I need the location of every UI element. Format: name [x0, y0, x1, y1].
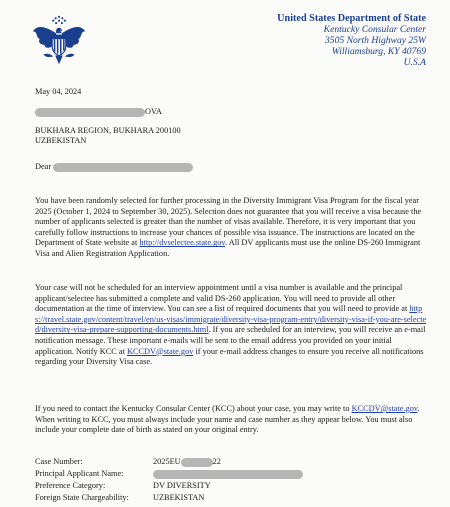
paragraph-1-text-end: . All DV applicants must use the online DS-260 Immigrant Visa and Alien Registration Application. [35, 238, 421, 258]
kcc-email-link[interactable]: KCCDV@state.gov [126, 346, 194, 356]
case-number-prefix: 2025EU [153, 457, 181, 466]
salutation [35, 162, 430, 173]
detail-label: Foreign State Chargeability: [35, 493, 129, 502]
preference-category-value: DV DIVERSITY [153, 481, 211, 490]
recipient-address [35, 107, 430, 147]
recipient-name-suffix: OVA [145, 107, 162, 116]
detail-label: Case Number: [35, 457, 83, 466]
paragraph-2-text-middle: . If you are scheduled for an interview, you will receive an e-mail notification message. These important e-mails will be sent to the email address you provided on your initial application. Notify KCC at [35, 325, 426, 356]
recipient-name-line [35, 107, 430, 118]
applicant-name-value [153, 468, 303, 480]
redacted-applicant-name [153, 470, 303, 479]
redacted-salutation-name [53, 163, 193, 172]
supporting-documents-link[interactable]: https://travel.state.gov/content/travel/en/us-visas/immigrate/diversity-visa-program-entry/diversity-visa-if-you-are-selected/diversity-visa-prepare-supporting-documents.html [35, 304, 427, 335]
paragraph-1-text: You have been randomly selected for further processing in the Diversity Immigrant Visa Program for the fiscal year 2025 (October 1, 2024 to September 30, 2025). Selection does not guarantee that you will receive a visa because the number of applicants selected is greater than the number of visas available. Therefore, it is very important that you carefully follow instructions to increase your chances of possible visa issuance. The instructions are located on the Department of State website at [35, 196, 422, 248]
paragraph-contact [35, 404, 430, 436]
country-address: U.S.A [403, 57, 426, 68]
chargeability-value: UZBEKISTAN [153, 493, 205, 502]
kcc-contact-email-link[interactable]: KCCDV@state.gov [351, 404, 418, 413]
dvselectee-link[interactable]: http://dvselectee.state.gov [139, 238, 226, 248]
paragraph-3-text-end: . When writing to KCC, you must always include your name and case number as they appear below. You must also include your complete date of birth as stated on your original entry. [35, 404, 420, 435]
paragraph-2-text: Your case will not be scheduled for an interview appointment until a visa number is available and the principal applicant/selectee has submitted a complete and valid DS-260 application. You will need to provide all other documentation at the time of interview. You can see a list of required documents that you will need to provide at [35, 283, 408, 314]
city-address: Williamsburg, KY 40769 [331, 46, 426, 57]
street-address: 3505 North Highway 25W [324, 35, 426, 46]
letter-date: May 04, 2024 [35, 87, 82, 96]
letterhead [196, 13, 426, 68]
paragraph-selection [35, 196, 430, 260]
center-name: Kentucky Consular Center [323, 24, 426, 35]
redacted-name [35, 108, 145, 117]
great-seal-emblem [30, 12, 88, 70]
paragraph-2-text-end: if your e-mail address changes to ensure you receive all notifications regarding your Diversity Visa case. [35, 346, 424, 367]
paragraph-interview [35, 283, 430, 368]
department-name: United States Department of State [277, 13, 426, 24]
paragraph-3-text: If you need to contact the Kentucky Consular Center (KCC) about your case, you may write to [35, 404, 350, 413]
detail-label: Principal Applicant Name: [35, 469, 124, 478]
recipient-country: UZBEKISTAN [35, 136, 87, 146]
case-number-suffix: 22 [212, 457, 221, 466]
detail-label: Preference Category: [35, 481, 106, 490]
salutation-text: Dear [35, 162, 52, 171]
case-number-value [153, 456, 221, 468]
recipient-region: BUKHARA REGION, BUKHARA 200100 [35, 125, 181, 135]
redacted-case-digits [181, 458, 213, 467]
